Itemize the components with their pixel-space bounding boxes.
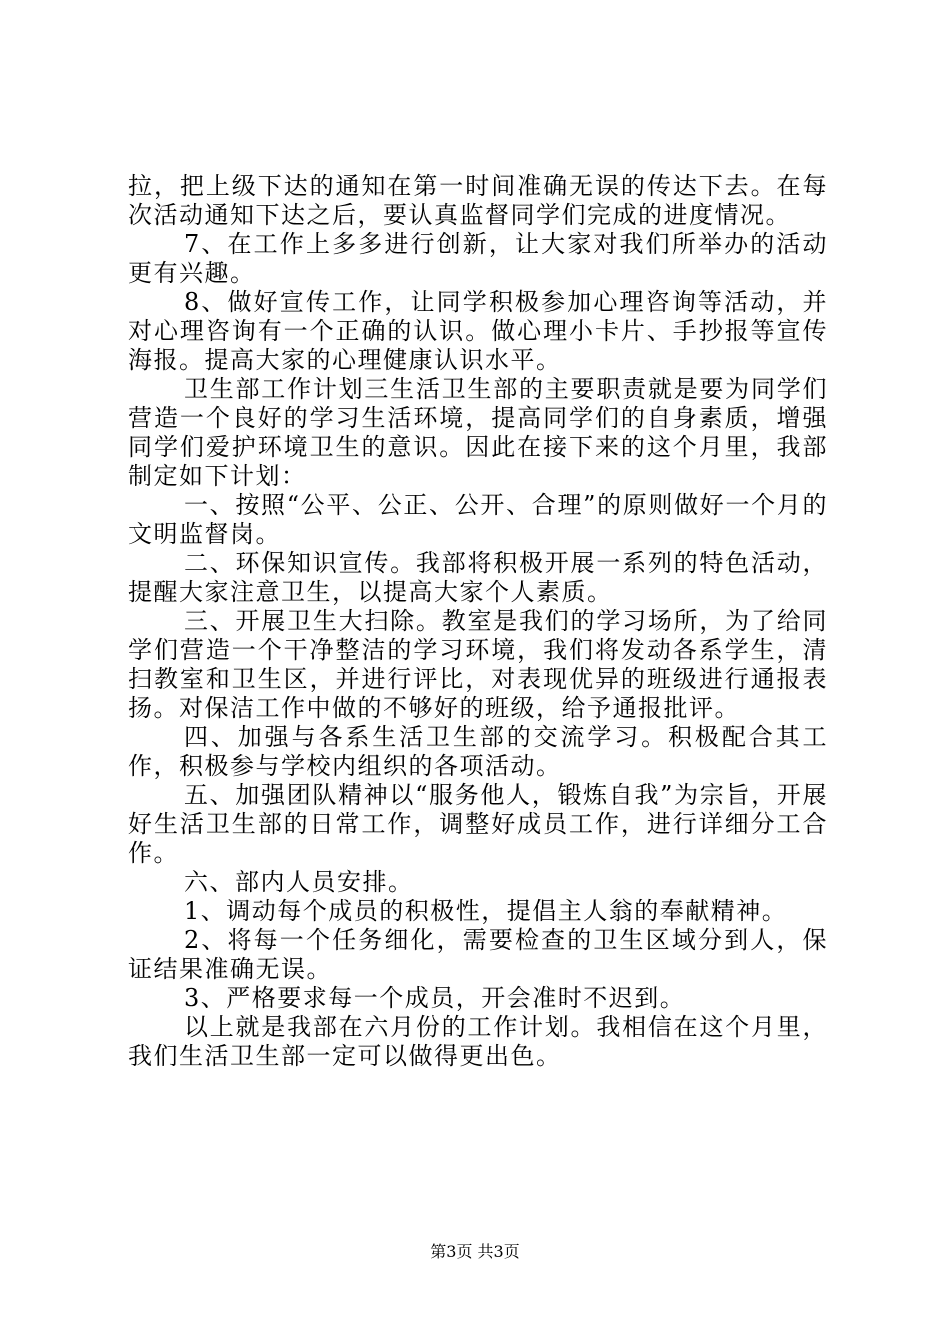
- paragraph-12: 2、将每一个任务细化，需要检查的卫生区域分到人，保证结果准确无误。: [128, 926, 828, 983]
- paragraph-10: 六、部内人员安排。: [184, 868, 414, 896]
- paragraph-6: 二、环保知识宣传。我部将积极开展一系列的特色活动，提醒大家注意卫生，以提高大家个人素质。: [128, 549, 828, 606]
- paragraph-1: 拉，把上级下达的通知在第一时间准确无误的传达下去。在每次活动通知下达之后，要认真监督同学们完成的进度情况。: [128, 172, 828, 229]
- paragraph-2: 7、在工作上多多进行创新，让大家对我们所举办的活动更有兴趣。: [128, 230, 828, 287]
- paragraph-14: 以上就是我部在六月份的工作计划。我相信在这个月里，我们生活卫生部一定可以做得更出色。: [128, 1013, 828, 1070]
- document-body: [128, 172, 828, 1071]
- paragraph-8: 四、加强与各系生活卫生部的交流学习。积极配合其工作，积极参与学校内组织的各项活动。: [128, 723, 828, 780]
- page-number: 第3页 共3页: [430, 1242, 520, 1261]
- paragraph-13: 3、严格要求每一个成员，开会准时不迟到。: [184, 984, 686, 1012]
- paragraph-9: 五、加强团队精神以“服务他人，锻炼自我”为宗旨，开展好生活卫生部的日常工作，调整好成员工作，进行详细分工合作。: [128, 781, 828, 867]
- paragraph-3: 8、做好宣传工作，让同学积极参加心理咨询等活动，并对心理咨询有一个正确的认识。做心理小卡片、手抄报等宣传海报。提高大家的心理健康认识水平。: [128, 288, 828, 374]
- paragraph-7: 三、开展卫生大扫除。教室是我们的学习场所，为了给同学们营造一个干净整洁的学习环境，我们将发动各系学生，清扫教室和卫生区，并进行评比，对表现优异的班级进行通报表扬。对保洁工作中做的不够好的班级，给予通报批评。: [128, 607, 828, 722]
- paragraph-4: 卫生部工作计划三生活卫生部的主要职责就是要为同学们营造一个良好的学习生活环境，提高同学们的自身素质，增强同学们爱护环境卫生的意识。因此在接下来的这个月里，我部制定如下计划：: [128, 375, 828, 490]
- paragraph-11: 1、调动每个成员的积极性，提倡主人翁的奉献精神。: [184, 897, 788, 925]
- paragraph-5: 一、按照“公平、公正、公开、合理”的原则做好一个月的文明监督岗。: [128, 491, 828, 548]
